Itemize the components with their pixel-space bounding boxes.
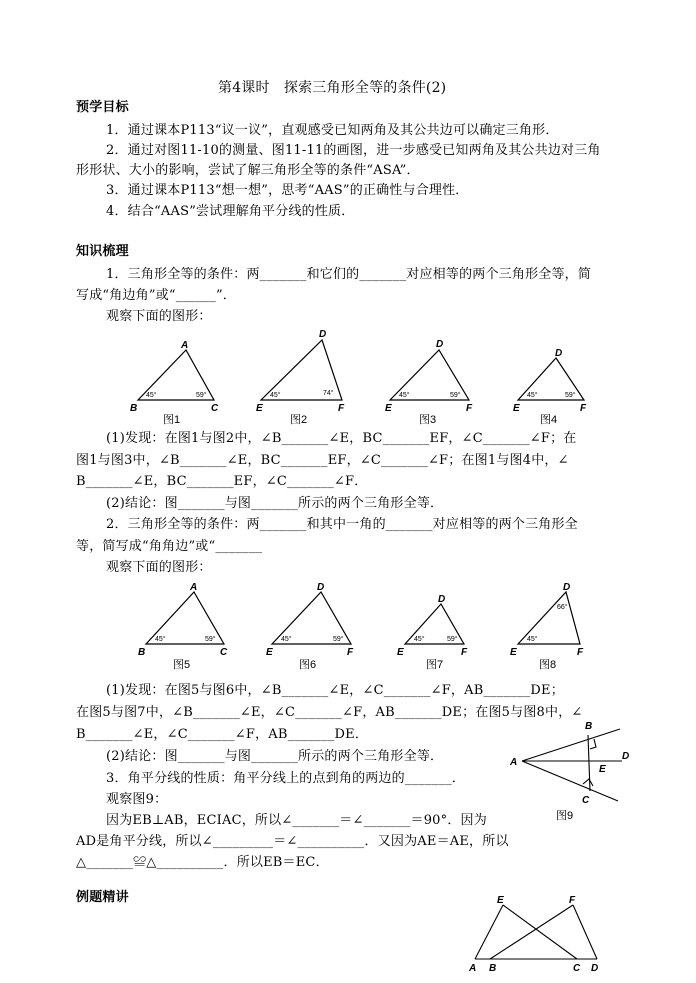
point-label: A [510, 757, 518, 768]
figure-caption: 图4 [540, 414, 558, 426]
angle-label: 45° [399, 392, 410, 399]
point-label: E [497, 895, 504, 906]
point-label: B [489, 963, 497, 974]
point-label: A [190, 582, 198, 593]
point-label: E [397, 647, 404, 658]
goal-line: 1．通过课本P113“议一议”，直观感受已知两角及其公共边可以确定三角形． [106, 123, 559, 138]
point-label: F [577, 647, 584, 658]
angle-label: 45° [281, 636, 292, 643]
point-label: F [347, 647, 354, 658]
figures-5-8 [0, 580, 696, 680]
point-label: C [582, 795, 590, 806]
section-heading-knowledge: 知识梳理 [76, 244, 129, 259]
text-line: 观察下面的图形： [106, 309, 212, 324]
figure-caption: 图3 [419, 414, 437, 426]
figures-1-4 [0, 322, 696, 427]
text-line: B_______∠E，BC_______EF，∠C_______∠F． [76, 474, 368, 489]
angle-label: 59° [205, 636, 216, 643]
point-label: D [438, 594, 446, 605]
angle-label: 74° [323, 390, 334, 397]
text-line: (2)结论：图_______与图_______所示的两个三角形全等． [106, 749, 444, 764]
text-line: (1)发现：在图5与图6中，∠B_______∠E，∠C_______∠F，AB_______DE； [106, 683, 564, 698]
point-label: E [513, 403, 520, 414]
point-label: F [580, 403, 587, 414]
point-label: F [338, 403, 345, 414]
goal-line: 2．通过对图11-10的测量、图11-11的画图，进一步感受已知两角及其公共边对三角 [106, 143, 601, 158]
section-heading-examples: 例题精讲 [76, 890, 129, 905]
point-label: B [585, 721, 593, 732]
section-heading-goals: 预学目标 [76, 100, 129, 115]
point-label: C [211, 403, 219, 414]
goal-line: 4．结合“AAS”尝试理解角平分线的性质． [106, 204, 355, 219]
point-label: E [385, 403, 392, 414]
point-label: E [599, 764, 606, 775]
point-label: D [622, 751, 630, 762]
angle-label: 45° [414, 636, 425, 643]
point-label: D [319, 329, 327, 340]
point-label: C [573, 963, 581, 974]
angle-label: 66° [557, 604, 568, 611]
point-label: D [317, 582, 325, 593]
text-line: (2)结论：图_______与图_______所示的两个三角形全等． [106, 496, 444, 511]
figure-9 [510, 715, 640, 825]
figure-caption: 图7 [426, 659, 444, 671]
angle-label: 59° [450, 392, 461, 399]
figure-caption: 图6 [299, 659, 317, 671]
text-line: 在图5与图7中，∠B_______∠E，∠C_______∠F，AB_______DE；在图5与图8中，∠ [76, 705, 583, 720]
figure-caption: 图2 [290, 414, 308, 426]
angle-label: 45° [527, 636, 538, 643]
text-line: 1．三角形全等的条件：两_______和它们的_______对应相等的两个三角形全等，简 [106, 267, 592, 282]
figure-caption: 图5 [173, 659, 191, 671]
text-line: 因为EB⊥AB，ECIAC，所以∠_______＝∠_______＝90°．因为 [106, 813, 487, 828]
point-label: A [469, 963, 477, 974]
text-line: 观察图9： [106, 792, 168, 807]
point-label: A [181, 340, 189, 351]
example-figure [465, 893, 605, 983]
text-line: 等，简写成“角角边”或“_______ [76, 539, 263, 554]
text-line: B_______∠E，∠C_______∠F，AB_______DE． [76, 727, 369, 742]
point-label: F [466, 403, 473, 414]
text-line: AD是角平分线，所以∠_________＝∠__________．又因为AE＝AE，所以 [76, 834, 509, 849]
text-line: 2．三角形全等的条件：两_______和其中一角的_______对应相等的两个三角形全 [106, 517, 578, 532]
text-line: 观察下面的图形： [106, 560, 212, 575]
text-line: 图1与图3中，∠B_______∠E，BC_______EF，∠C_______∠F；在图1与图4中，∠ [76, 453, 569, 468]
goal-line: 形形状、大小的影响，尝试了解三角形全等的条件“ASA”． [76, 163, 420, 178]
point-label: D [436, 339, 444, 350]
point-label: D [591, 963, 599, 974]
point-label: E [510, 647, 517, 658]
point-label: E [256, 403, 263, 414]
angle-label: 45° [146, 392, 157, 399]
page-title: 第4课时 探索三角形全等的条件(2) [218, 80, 447, 96]
point-label: D [555, 348, 563, 359]
figure-caption: 图8 [539, 659, 557, 671]
text-line: 3．角平分线的性质：角平分线上的点到角的两边的_______． [106, 771, 465, 786]
text-line: (1)发现：在图1与图2中，∠B_______∠E，BC_______EF，∠C_______∠F；在 [106, 431, 577, 446]
angle-label: 59° [333, 636, 344, 643]
angle-label: 59° [447, 636, 458, 643]
figure-caption: 图9 [556, 810, 574, 822]
angle-label: 45° [270, 392, 281, 399]
angle-label: 45° [527, 392, 538, 399]
goal-line: 3．通过课本P113“想一想”，思考“AAS”的正确性与合理性． [106, 183, 469, 198]
point-label: F [461, 647, 468, 658]
point-label: B [138, 647, 146, 658]
point-label: D [563, 582, 571, 593]
angle-label: 59° [196, 392, 207, 399]
point-label: B [130, 403, 138, 414]
figure-caption: 图1 [163, 414, 181, 426]
angle-label: 45° [155, 636, 166, 643]
point-label: E [266, 647, 273, 658]
text-line: 写成“角边角”或“______”． [76, 288, 236, 303]
point-label: F [569, 895, 576, 906]
text-line: △_______≌△__________．所以EB＝EC． [76, 855, 329, 870]
point-label: C [220, 647, 228, 658]
angle-label: 59° [565, 392, 576, 399]
